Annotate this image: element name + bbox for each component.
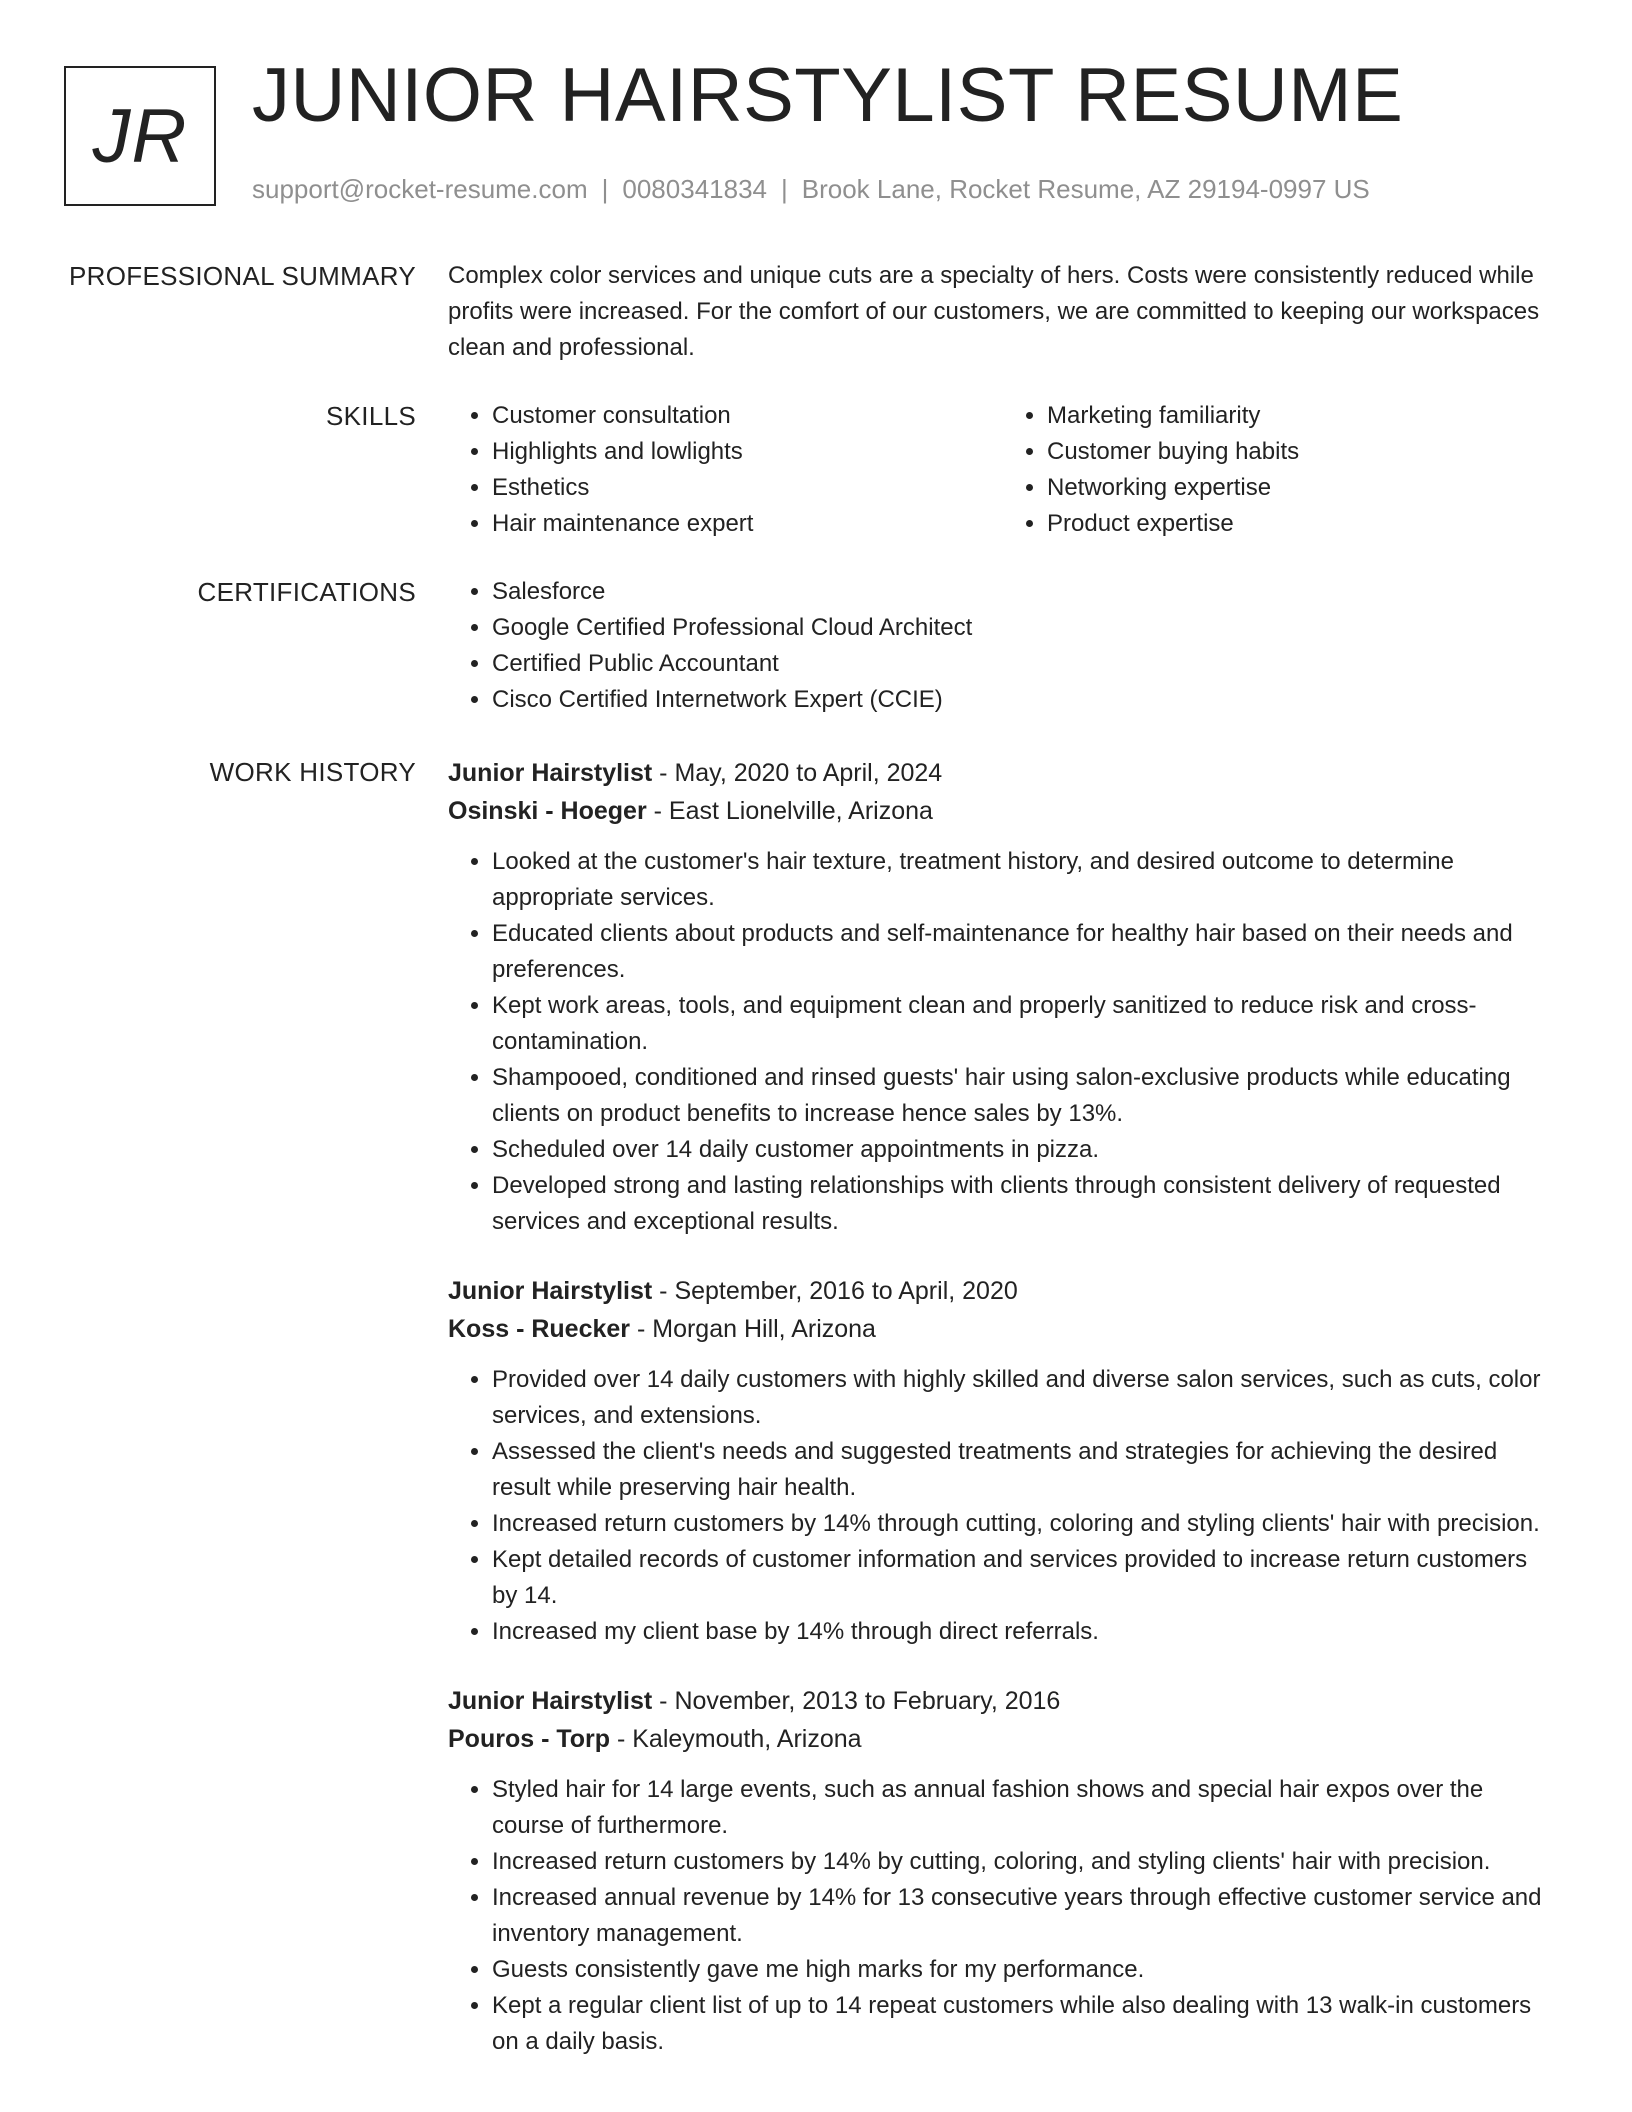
skill-item: • Marketing familiarity	[1047, 398, 1558, 434]
job-dates: - November, 2013 to February, 2016	[652, 1687, 1061, 1715]
job-bullets	[448, 844, 1558, 1240]
skills-list	[448, 398, 1558, 542]
certifications-list	[448, 574, 1558, 718]
skill-item: • Product expertise	[1047, 506, 1558, 542]
job-bullet: • Styled hair for 14 large events, such as annual fashion shows and special hair expos over the course of furthermore.	[492, 1772, 1558, 1844]
certifications-label: CERTIFICATIONS	[197, 577, 416, 607]
skill-item: • Highlights and lowlights	[492, 434, 1003, 470]
skill-item: • Customer buying habits	[1047, 434, 1558, 470]
job-bullet: • Shampooed, conditioned and rinsed guests' hair using salon-exclusive products while educating clients on product benefits to increase hence sales by 13%.	[492, 1060, 1558, 1132]
job-location: - East Lionelville, Arizona	[646, 797, 933, 825]
job-location: - Kaleymouth, Arizona	[610, 1725, 862, 1753]
resume-title: JUNIOR HAIRSTYLIST RESUME	[252, 53, 1404, 138]
job-dates: - September, 2016 to April, 2020	[652, 1277, 1018, 1305]
job-entry	[448, 1682, 1558, 2060]
job-company: Koss - Ruecker	[448, 1315, 631, 1343]
contact-email: support@rocket-resume.com	[252, 174, 588, 204]
job-title: Junior Hairstylist	[448, 759, 653, 787]
job-company-line	[448, 1310, 1558, 1348]
job-location: - Morgan Hill, Arizona	[630, 1315, 876, 1343]
skill-item: • Esthetics	[492, 470, 1003, 506]
job-title: Junior Hairstylist	[448, 1277, 653, 1305]
skills-label: SKILLS	[326, 401, 416, 431]
job-bullet: • Kept a regular client list of up to 14 repeat customers while also dealing with 13 walk-in customers on a daily basis.	[492, 1988, 1558, 2060]
contact-separator: |	[781, 174, 788, 204]
job-title-line	[448, 1682, 1558, 1720]
certification-item: • Certified Public Accountant	[492, 646, 1558, 682]
job-company-line	[448, 1720, 1558, 1758]
job-entry	[448, 754, 1558, 1240]
job-company: Pouros - Torp	[448, 1725, 611, 1753]
skill-item: • Customer consultation	[492, 398, 1003, 434]
summary-label: PROFESSIONAL SUMMARY	[69, 261, 416, 291]
skill-item: • Networking expertise	[1047, 470, 1558, 506]
job-company: Osinski - Hoeger	[448, 797, 647, 825]
contact-address: Brook Lane, Rocket Resume, AZ 29194-0997 US	[801, 174, 1370, 204]
monogram-badge: JR	[64, 66, 216, 206]
job-entry	[448, 1272, 1558, 1650]
job-company-line	[448, 792, 1558, 830]
work-history-label: WORK HISTORY	[209, 757, 416, 787]
job-bullet: • Increased my client base by 14% through direct referrals.	[492, 1614, 1558, 1650]
job-bullet: • Assessed the client's needs and suggested treatments and strategies for achieving the desired result while preserving hair health.	[492, 1434, 1558, 1506]
job-bullet: • Increased return customers by 14% by cutting, coloring, and styling clients' hair with precision.	[492, 1844, 1558, 1880]
skills-column-1	[448, 398, 1003, 542]
contact-phone: 0080341834	[622, 174, 767, 204]
work-history-body	[448, 754, 1558, 2060]
job-dates: - May, 2020 to April, 2024	[652, 759, 943, 787]
job-bullet: • Increased annual revenue by 14% for 13 consecutive years through effective customer service and inventory management.	[492, 1880, 1558, 1952]
job-bullet: • Developed strong and lasting relationships with clients through consistent delivery of requested services and exceptional results.	[492, 1168, 1558, 1240]
certification-item: • Google Certified Professional Cloud Architect	[492, 610, 1558, 646]
skill-item: • Hair maintenance expert	[492, 506, 1003, 542]
job-bullets	[448, 1362, 1558, 1650]
job-bullet: • Looked at the customer's hair texture, treatment history, and desired outcome to determine appropriate services.	[492, 844, 1558, 916]
job-bullet: • Provided over 14 daily customers with highly skilled and diverse salon services, such as cuts, color services, and extensions.	[492, 1362, 1558, 1434]
job-bullet: • Increased return customers by 14% through cutting, coloring and styling clients' hair with precision.	[492, 1506, 1558, 1542]
job-title: Junior Hairstylist	[448, 1687, 653, 1715]
job-bullet: • Kept detailed records of customer information and services provided to increase return customers by 14.	[492, 1542, 1558, 1614]
job-bullets	[448, 1772, 1558, 2060]
job-title-line	[448, 1272, 1558, 1310]
job-title-line	[448, 754, 1558, 792]
certification-item: • Salesforce	[492, 574, 1558, 610]
contact-line	[252, 174, 1370, 205]
job-bullet: • Kept work areas, tools, and equipment clean and properly sanitized to reduce risk and cross-contamination.	[492, 988, 1558, 1060]
job-bullet: • Scheduled over 14 daily customer appointments in pizza.	[492, 1132, 1558, 1168]
contact-separator: |	[601, 174, 609, 204]
job-bullet: • Educated clients about products and self-maintenance for healthy hair based on their needs and preferences.	[492, 916, 1558, 988]
skills-column-2	[1003, 398, 1558, 542]
certification-item: • Cisco Certified Internetwork Expert (CCIE)	[492, 682, 1558, 718]
summary-text: Complex color services and unique cuts are a specialty of hers. Costs were consistently reduced while profits were increased. For the comfort of our customers, we are committed to keeping our workspaces clean and professional.	[448, 262, 1540, 361]
job-bullet: • Guests consistently gave me high marks for my performance.	[492, 1952, 1558, 1988]
